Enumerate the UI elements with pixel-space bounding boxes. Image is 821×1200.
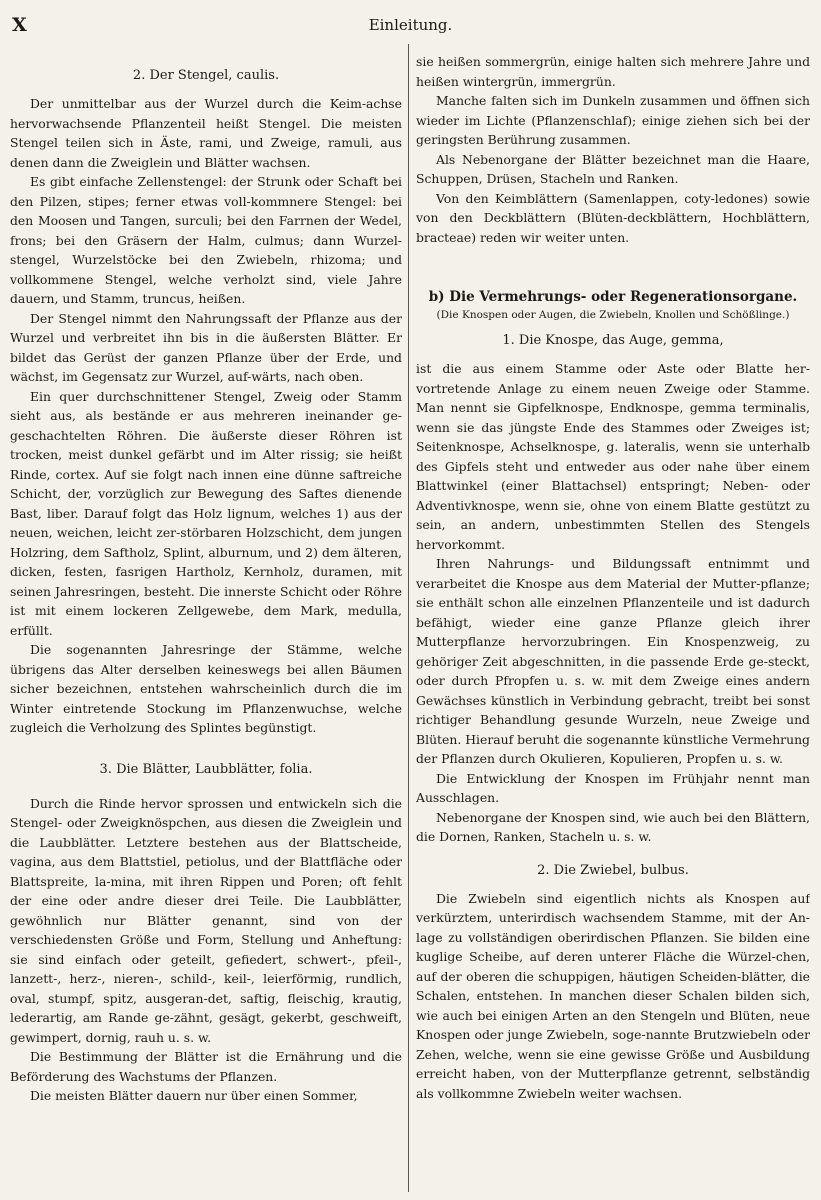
paragraph: ist die aus einem Stamme oder Aste oder Blatte her-vortretende Anlage zu einem neuen Zweige oder Stamme. Man nennt sie Gipfelknospe, Endknospe, gemma terminalis, wenn sie das jüngste Ende des Stammes oder Zweiges ist; Seitenknospe, Achselknospe, g. lateralis, wenn sie unterhalb des Gipfels steht und entweder aus oder nahe über einem Blattwinkel (einer Blattachsel) entspringt; Neben- oder Adventivknospe, wenn sie, ohne von einem Blatte gestützt zu sein, an andern, unbestimmten Stellen des Stengels hervorkommt.: [416, 361, 810, 552]
page-header: [0, 8, 821, 38]
left-column: [10, 52, 402, 1194]
section-heading-regeneration: b) Die Vermehrungs- oder Regenerationsorgane.: [428, 289, 798, 305]
section-heading-stem: 2. Der Stengel, caulis.: [132, 68, 280, 83]
paragraph: Nebenorgane der Knospen sind, wie auch bei den Blättern, die Dornen, Ranken, Stacheln u. s. w.: [416, 809, 810, 844]
paragraph: Als Nebenorgane der Blätter bezeichnet man die Haare, Schuppen, Drüsen, Stacheln und Ranken.: [416, 151, 810, 186]
paragraph: Ein quer durchschnittener Stengel, Zweig oder Stamm sieht aus, als bestände er aus mehreren ineinander ge-geschachtelten Röhren. Die äußerste dieser Röhren ist trocken, meist dunkel gefärbt und im Alter rissig; sie heißt Rinde, cortex. Auf sie folgt nach innen eine dünne saftreiche Schicht, der, vorzüglich zur Bewegung des Saftes dienende Bast, liber. Darauf folgt das Holz lignum, welches 1) aus der neuen, weichen, leicht zer-störbaren Holzschicht, dem jungen Holzring, dem Saftholz, Splint, alburnum, und 2) dem älteren, dicken, festen, fasrigen Hartholz, Kernholz, duramen, mit seinen Jahresringen, besteht. Die innerste Schicht oder Röhre ist mit einem lockeren Zellgewebe, dem Mark, medulla, erfüllt.: [10, 388, 402, 638]
running-head: Einleitung.: [368, 16, 453, 34]
section-heading-bulb: 2. Die Zwiebel, bulbus.: [537, 862, 689, 878]
paragraph: Es gibt einfache Zellenstengel: der Strunk oder Schaft bei den Pilzen, stipes; ferner etwas voll-kommnere Stengel: bei den Moosen und Tangen, surculi; bei den Farrnen der Wedel, frons; bei den Gräsern der Halm, culmus; dann Wurzel-stengel, Wurzelstöcke bei den Zwiebeln, rhizoma; und vollkommene Stengel, welche verholzt sind, viele Jahre dauern, und Stamm, truncus, heißen.: [10, 174, 402, 306]
paragraph: Die Zwiebeln sind eigentlich nichts als Knospen auf verkürztem, unterirdisch wachsendem Stamme, mit der An-lage zu vollständigen oberirdischen Pflanzen. Sie bilden eine kuglige Scheibe, auf deren unterer Fläche die Würzel-chen, auf der oberen die schuppigen, häutigen Scheiden-blätter, die Schalen, entstehen. In manchen dieser Schalen bilden sich, wie auch bei einigen Arten an den Stengeln und Blüten, neue Knospen oder junge Zwiebeln, soge-nannte Brutzwiebeln oder Zehen, welche, wenn sie eine gewisse Größe und Ausbildung erreicht haben, von der Mutterpflanze getrennt, selbständig als vollkommne Zwiebeln weiter wachsen.: [416, 890, 810, 1101]
paragraph: Manche falten sich im Dunkeln zusammen und öffnen sich wieder im Lichte (Pflanzenschlaf); einige ziehen sich bei der geringsten Berührung zusammen.: [416, 93, 810, 147]
section-heading-bud: 1. Die Knospe, das Auge, gemma,: [502, 333, 724, 348]
paragraph: Durch die Rinde hervor sprossen und entwickeln sich die Stengel- oder Zweigknöspchen, aus diesen die Zweiglein und die Laubblätter. Letztere bestehen aus der Blattscheide, vagina, aus dem Blattstiel, petiolus, und der Blattfläche oder Blattspreite, la-mina, mit ihren Rippen und Poren; oft fehlt der eine oder andre dieser drei Teile. Die Laubblätter, gewöhnlich nur Blätter genannt, sind von der verschiedensten Größe und Form, Stellung und Anheftung: sie sind einfach oder geteilt, gefiedert, schwert-, pfeil-, lanzett-, herz-, nieren-, schild-, keil-, leierförmig, rundlich, oval, stumpf, spitz, ausgeran-det, saftig, fleischig, krautig, lederartig, am Rande ge-zähnt, gesägt, gekerbt, geschweift, gewimpert, dornig, rauh u. s. w.: [10, 795, 402, 1045]
paragraph: Ihren Nahrungs- und Bildungssaft entnimmt und verarbeitet die Knospe aus dem Material der Mutter-pflanze; sie enthält schon alle einzelnen Pflanzenteile und ist dadurch befähigt, wieder eine ganze Pflanze gleich ihrer Mutterpflanze hervorzubringen. Ein Knospenzweig, zu gehöriger Zeit abgeschnitten, in die passende Erde ge-steckt, oder durch Pfropfen u. s. w. mit dem Zweige eines andern Gewächses künstlich in Verbindung gebracht, treibt bei sonst richtiger Behandlung gesunde Wurzeln, neue Zweige und Blüten. Hierauf beruht die sogenannte künstliche Vermehrung der Pflanzen durch Okulieren, Kopulieren, Propfen u. s. w.: [416, 556, 810, 766]
paragraph: sie heißen sommergrün, einige halten sich mehrere Jahre und heißen wintergrün, immergrün.: [416, 54, 810, 89]
right-column: [416, 52, 810, 1194]
paragraph: Die Bestimmung der Blätter ist die Ernährung und die Beförderung des Wachstums der Pflanzen.: [10, 1049, 402, 1084]
paragraph: Von den Keimblättern (Samenlappen, coty-ledones) sowie von den Deckblättern (Blüten-deckblättern, Hochblättern, bracteae) reden wir weiter unten.: [416, 190, 810, 245]
column-divider: [408, 44, 409, 1192]
paragraph: Die sogenannten Jahresringe der Stämme, welche übrigens das Alter derselben keineswegs bei allen Bäumen sicher bezeichnen, entstehen wahrscheinlich durch die im Winter eintretende Stockung im Pflanzenwuchse, welche zugleich die Verholzung des Splintes begünstigt.: [10, 642, 402, 735]
section-subheading: (Die Knospen oder Augen, die Zwiebeln, Knollen und Schößlinge.): [436, 309, 790, 321]
paragraph: Die meisten Blätter dauern nur über einen Sommer,: [30, 1088, 358, 1103]
paragraph: Die Entwicklung der Knospen im Frühjahr nennt man Ausschlagen.: [416, 770, 810, 805]
paragraph: Der Stengel nimmt den Nahrungssaft der Pflanze aus der Wurzel und verbreitet ihn bis in die äußersten Blätter. Er bildet das Gerüst der ganzen Pflanze über der Erde, und wächst, im Gegensatz zur Wurzel, auf-wärts, nach oben.: [10, 310, 402, 384]
section-heading-leaves: 3. Die Blätter, Laubblätter, folia.: [99, 761, 313, 777]
paragraph: Der unmittelbar aus der Wurzel durch die Keim-achse hervorwachsende Pflanzenteil heißt Stengel. Die meisten Stengel teilen sich in Äste, rami, und Zweige, ramuli, aus denen dann die Zweiglein und Blätter wachsen.: [10, 96, 402, 170]
page-number: X: [12, 14, 28, 36]
